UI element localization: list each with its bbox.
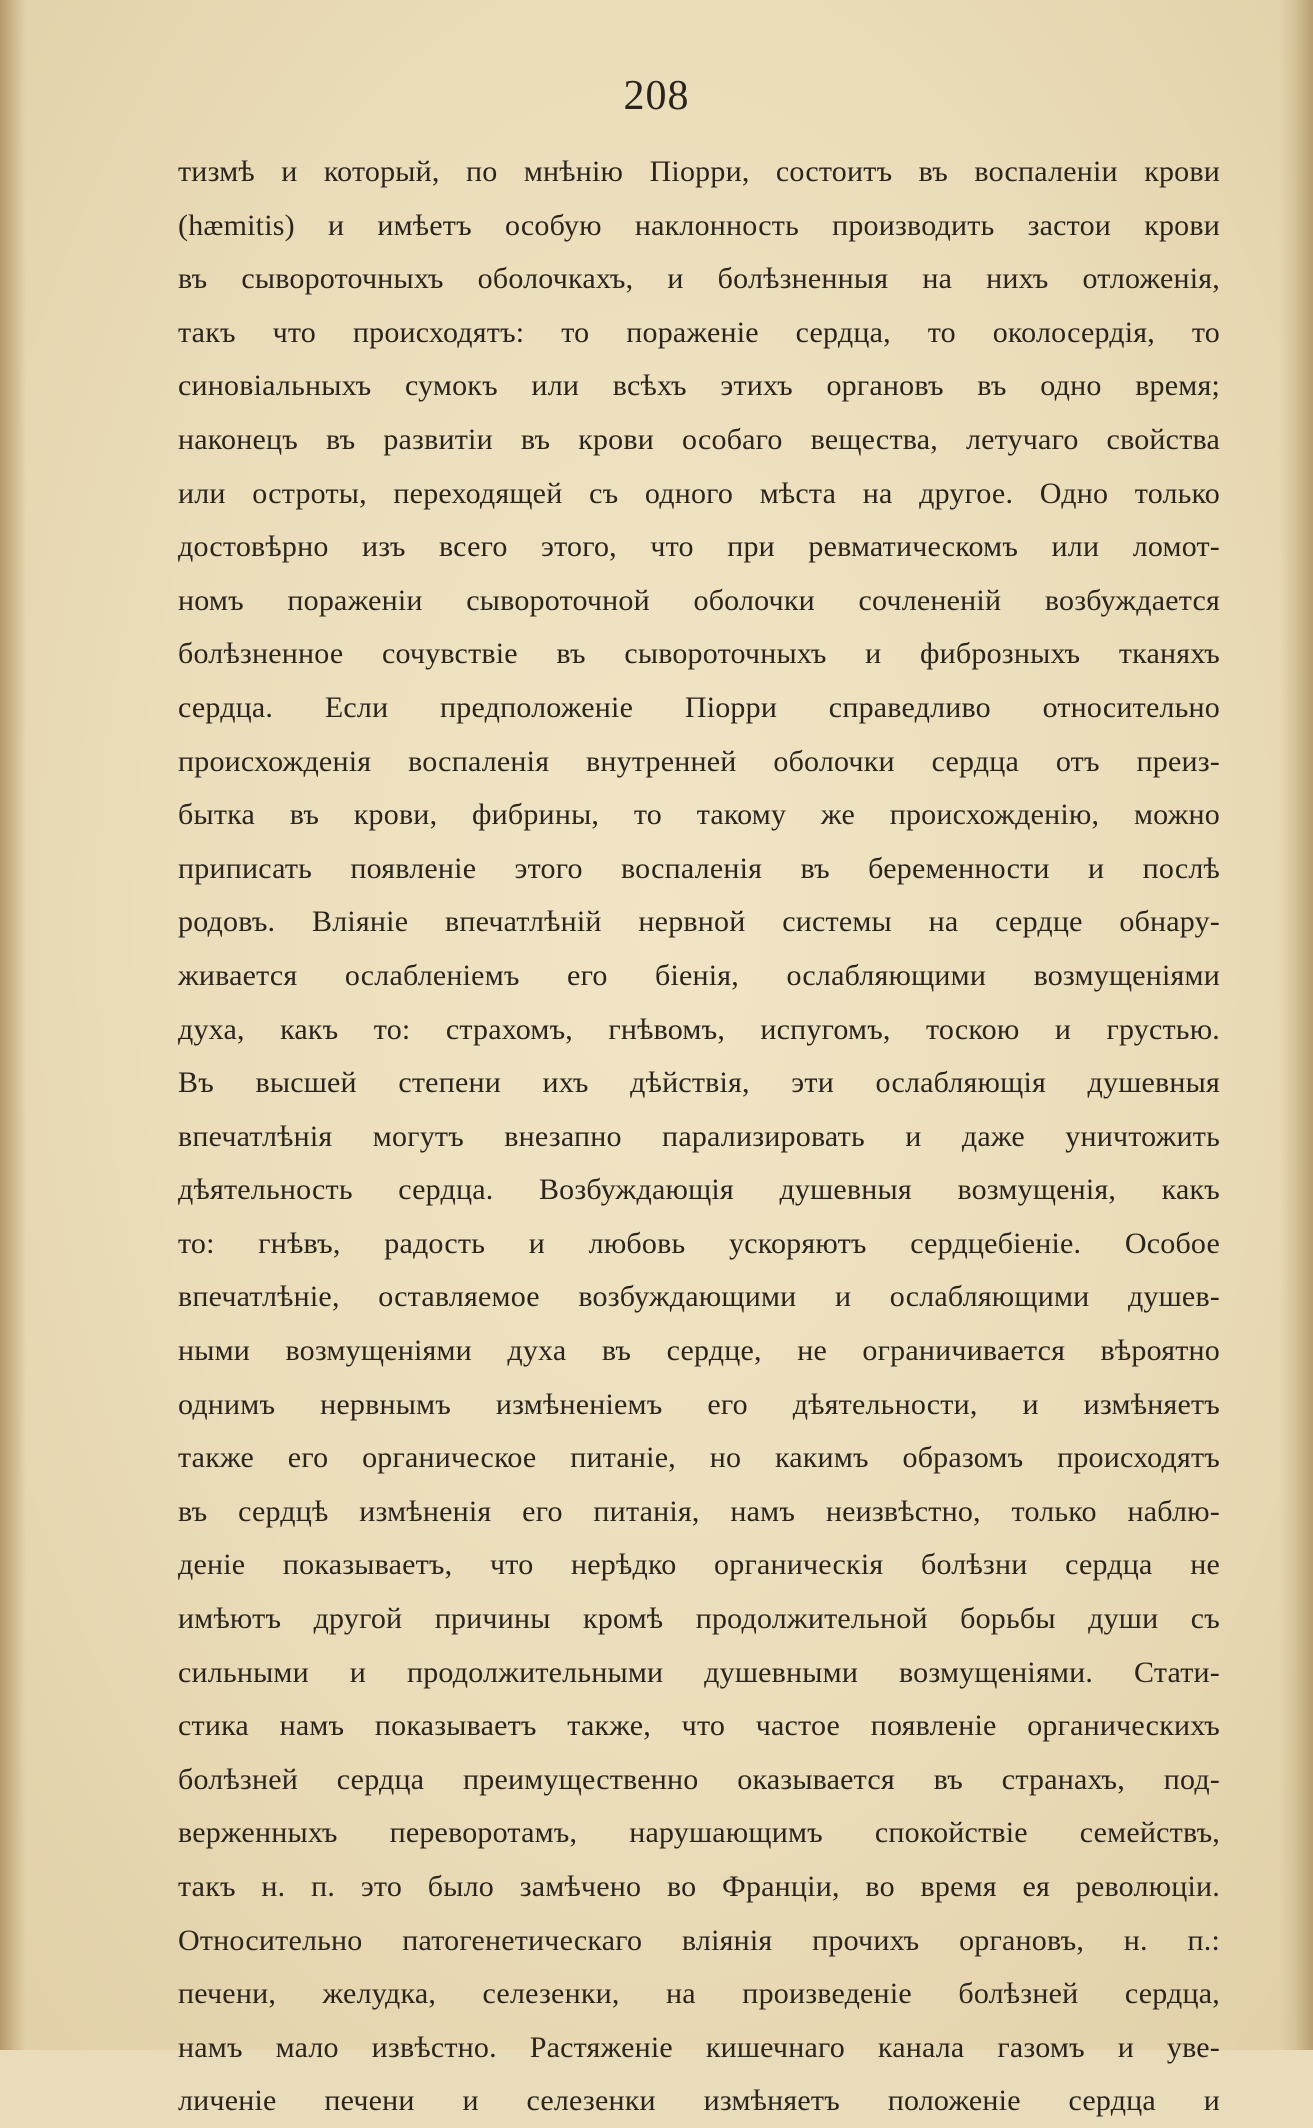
text-line: болѣзней сердца преимущественно оказывается въ странахъ, под- (178, 1762, 1220, 1796)
text-line: верженныхъ переворотамъ, нарушающимъ спокойствіе семействъ, (178, 1816, 1220, 1850)
text-line: однимъ нервнымъ измѣненіемъ его дѣятельности, и измѣняетъ (178, 1387, 1220, 1421)
text-line: впечатлѣніе, оставляемое возбуждающими и ослабляющими душев- (178, 1280, 1220, 1314)
text-line: или остроты, переходящей съ одного мѣста на другое. Одно только (178, 476, 1220, 510)
text-line: дѣятельность сердца. Возбуждающія душевныя возмущенія, какъ (178, 1173, 1220, 1207)
text-line: бытка въ крови, фибрины, то такому же происхожденію, можно (178, 798, 1220, 832)
text-line: сердца. Если предположеніе Піорри справедливо относительно (178, 690, 1220, 724)
text-line: Относительно патогенетическаго вліянія прочихъ органовъ, н. п.: (178, 1923, 1220, 1957)
text-line: (hæmitis) и имѣетъ особую наклонность производить застои крови (178, 208, 1220, 242)
text-line: тизмѣ и который, по мнѣнію Піорри, состоитъ въ воспаленіи крови (178, 155, 1220, 188)
text-line: синовіальныхъ сумокъ или всѣхъ этихъ органовъ въ одно время; (178, 369, 1220, 403)
text-line: приписать появленіе этого воспаленія въ беременности и послѣ (178, 851, 1220, 885)
page-left-edge (0, 0, 26, 2050)
text-line: духа, какъ то: страхомъ, гнѣвомъ, испугомъ, тоскою и грустью. (178, 1012, 1220, 1046)
text-line: достовѣрно изъ всего этого, что при ревматическомъ или ломот- (178, 530, 1220, 564)
text-line: то: гнѣвъ, радость и любовь ускоряютъ сердцебіеніе. Особое (178, 1226, 1220, 1260)
body-text (178, 145, 1220, 2128)
page-right-edge (1279, 0, 1313, 2050)
text-line: наконецъ въ развитіи въ крови особаго вещества, летучаго свойства (178, 422, 1220, 456)
page-number: 208 (623, 73, 690, 119)
text-line: номъ пораженіи сывороточной оболочки сочлененій возбуждается (178, 583, 1220, 617)
text-line: личеніе печени и селезенки измѣняетъ положеніе сердца и (178, 2084, 1220, 2118)
text-line: ными возмущеніями духа въ сердце, не ограничивается вѣроятно (178, 1334, 1220, 1368)
text-line: происхожденія воспаленія внутренней оболочки сердца отъ преиз- (178, 744, 1220, 778)
text-line: родовъ. Вліяніе впечатлѣній нервной системы на сердце обнару- (178, 905, 1220, 939)
text-line: впечатлѣнія могутъ внезапно парализировать и даже уничтожить (178, 1119, 1220, 1153)
text-line: стика намъ показываетъ также, что частое появленіе органическихъ (178, 1709, 1220, 1743)
text-line: Въ высшей степени ихъ дѣйствія, эти ослабляющія душевныя (178, 1066, 1220, 1100)
text-line: печени, желудка, селезенки, на произведеніе болѣзней сердца, (178, 1977, 1220, 2011)
text-line: также его органическое питаніе, но какимъ образомъ происходятъ (178, 1441, 1220, 1475)
text-line: имѣютъ другой причины кромѣ продолжительной борьбы души съ (178, 1602, 1220, 1636)
text-line: сильными и продолжительными душевными возмущеніями. Стати- (178, 1655, 1220, 1689)
text-line: болѣзненное сочувствіе въ сывороточныхъ и фиброзныхъ тканяхъ (178, 637, 1220, 671)
text-line: такъ что происходятъ: то пораженіе сердца, то околосердія, то (178, 315, 1220, 349)
text-line: живается ослабленіемъ его біенія, ослабляющими возмущеніями (178, 958, 1220, 992)
text-line: въ сердцѣ измѣненія его питанія, намъ неизвѣстно, только наблю- (178, 1494, 1220, 1528)
text-line: такъ н. п. это было замѣчено во Франціи, во время ея революціи. (178, 1870, 1220, 1903)
text-line: намъ мало извѣстно. Растяженіе кишечнаго канала газомъ и уве- (178, 2030, 1220, 2064)
text-line: деніе показываетъ, что нерѣдко органическія болѣзни сердца не (178, 1548, 1220, 1582)
text-line: въ сывороточныхъ оболочкахъ, и болѣзненныя на нихъ отложенія, (178, 262, 1220, 296)
